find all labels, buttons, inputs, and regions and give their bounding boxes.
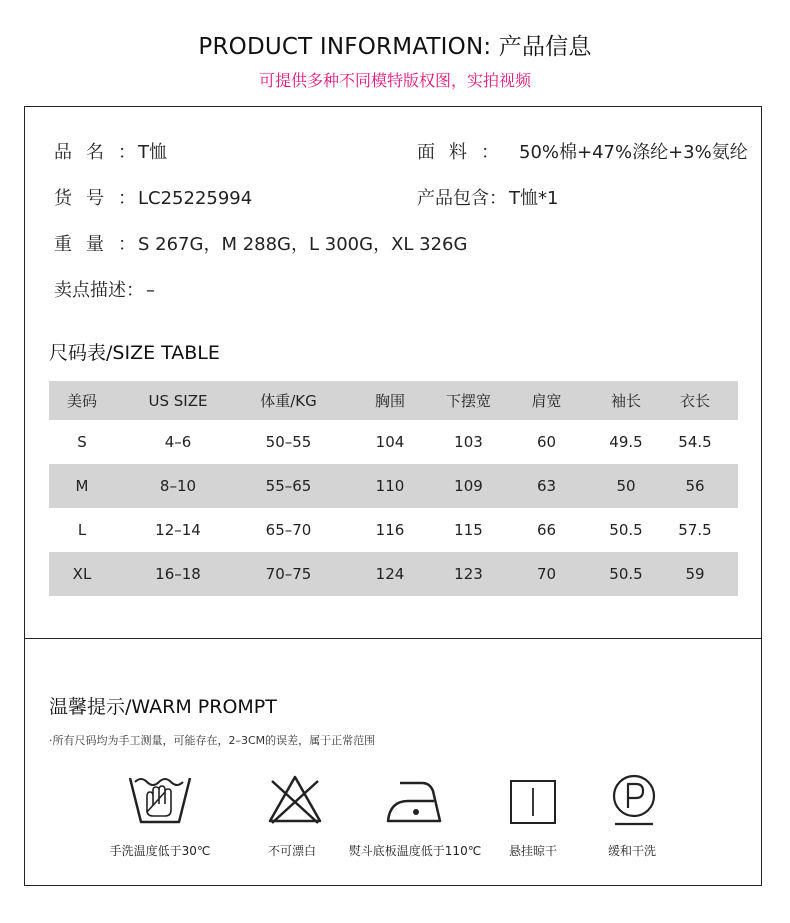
- table-cell: 49.5: [609, 433, 643, 451]
- header-cell: 袖长: [610, 392, 641, 410]
- header-cell: 体重/KG: [260, 392, 317, 410]
- table-cell: 60: [536, 433, 557, 451]
- no-bleach-icon: [266, 773, 324, 825]
- info-weight-value: S 267G，M 288G，L 300G，XL 326G: [138, 234, 468, 255]
- table-row: [49, 552, 738, 596]
- dry-clean-p-icon: [609, 772, 659, 828]
- info-name-label: 品名：: [54, 142, 136, 163]
- info-weight-row: [54, 230, 467, 256]
- care-label-hang-dry: 悬挂晾干: [508, 844, 557, 858]
- table-cell: 16–18: [155, 565, 201, 583]
- table-cell: 55–65: [265, 477, 312, 495]
- header-cell: 胸围: [374, 392, 405, 410]
- table-cell: 123: [454, 565, 483, 583]
- care-label-hand-wash: 手洗温度低于30℃: [109, 844, 211, 858]
- hand-wash-icon: [127, 772, 193, 828]
- info-name-row: [54, 138, 167, 164]
- info-package-value: T恤*1: [509, 188, 559, 209]
- care-label-no-bleach: 不可漂白: [267, 844, 316, 858]
- header-cell: 下摆宽: [445, 392, 491, 410]
- info-selling-value: –: [146, 280, 155, 301]
- page-header-subtitle: 可提供多种不同模特版权图，实拍视频: [258, 71, 531, 90]
- table-cell: XL: [72, 565, 92, 583]
- info-weight-label: 重量：: [54, 234, 136, 255]
- table-cell: 56: [685, 477, 705, 495]
- table-cell: M: [75, 477, 89, 495]
- table-cell: 104: [375, 433, 405, 451]
- table-cell: 63: [536, 477, 557, 495]
- table-cell: 70: [536, 565, 557, 583]
- table-cell: 50–55: [265, 433, 312, 451]
- care-label-dry-clean: 缓和干洗: [607, 844, 656, 858]
- table-cell: L: [77, 521, 87, 539]
- frame-divider: [24, 638, 762, 639]
- table-cell: 59: [685, 565, 705, 583]
- info-package-label: 产品包含：: [417, 188, 507, 209]
- header-cell: 肩宽: [531, 392, 562, 410]
- page-header-title: PRODUCT INFORMATION: 产品信息: [198, 34, 592, 60]
- table-row: [49, 464, 738, 508]
- table-cell: 54.5: [678, 433, 712, 451]
- info-sku-label: 货号：: [54, 188, 136, 209]
- header-cell: 衣长: [679, 392, 710, 410]
- info-selling-row: [54, 276, 155, 302]
- table-cell: 124: [375, 565, 405, 583]
- table-cell: 50.5: [609, 565, 643, 583]
- table-cell: 110: [375, 477, 405, 495]
- table-cell: 50: [616, 477, 636, 495]
- table-cell: 109: [454, 477, 483, 495]
- info-fabric-value: 50%棉+47%涤纶+3%氨纶: [519, 142, 748, 163]
- warm-prompt-note: ·所有尺码均为手工测量，可能存在，2–3CM的误差，属于正常范围: [49, 734, 376, 747]
- info-sku-value: LC25225994: [138, 188, 253, 209]
- size-table-header-row: [49, 381, 738, 420]
- table-cell: 50.5: [609, 521, 643, 539]
- info-fabric-label: 面料：: [417, 142, 499, 163]
- size-table-title: 尺码表/SIZE TABLE: [49, 342, 220, 364]
- table-cell: S: [77, 433, 87, 451]
- table-cell: 70–75: [265, 565, 312, 583]
- table-cell: 103: [454, 433, 483, 451]
- info-selling-label: 卖点描述：: [54, 280, 144, 301]
- warm-prompt-title: 温馨提示/WARM PROMPT: [49, 696, 277, 718]
- table-row: [49, 508, 738, 552]
- size-table: [49, 381, 738, 596]
- table-cell: 57.5: [678, 521, 712, 539]
- table-cell: 12–14: [155, 521, 201, 539]
- table-cell: 115: [454, 521, 483, 539]
- table-cell: 8–10: [159, 477, 197, 495]
- header-cell: 美码: [66, 392, 97, 410]
- iron-icon: [386, 779, 442, 825]
- table-cell: 116: [375, 521, 405, 539]
- hang-dry-icon: [509, 779, 557, 825]
- info-name-value: T恤: [138, 142, 167, 163]
- table-cell: 65–70: [265, 521, 312, 539]
- table-cell: 66: [536, 521, 557, 539]
- info-sku-row: [54, 184, 252, 210]
- table-cell: 4–6: [164, 433, 192, 451]
- care-label-iron: 熨斗底板温度低于110℃: [348, 844, 482, 858]
- info-package-row: [417, 184, 558, 210]
- table-row: [49, 420, 738, 464]
- info-fabric-row: [417, 138, 748, 164]
- header-cell: US SIZE: [148, 391, 208, 410]
